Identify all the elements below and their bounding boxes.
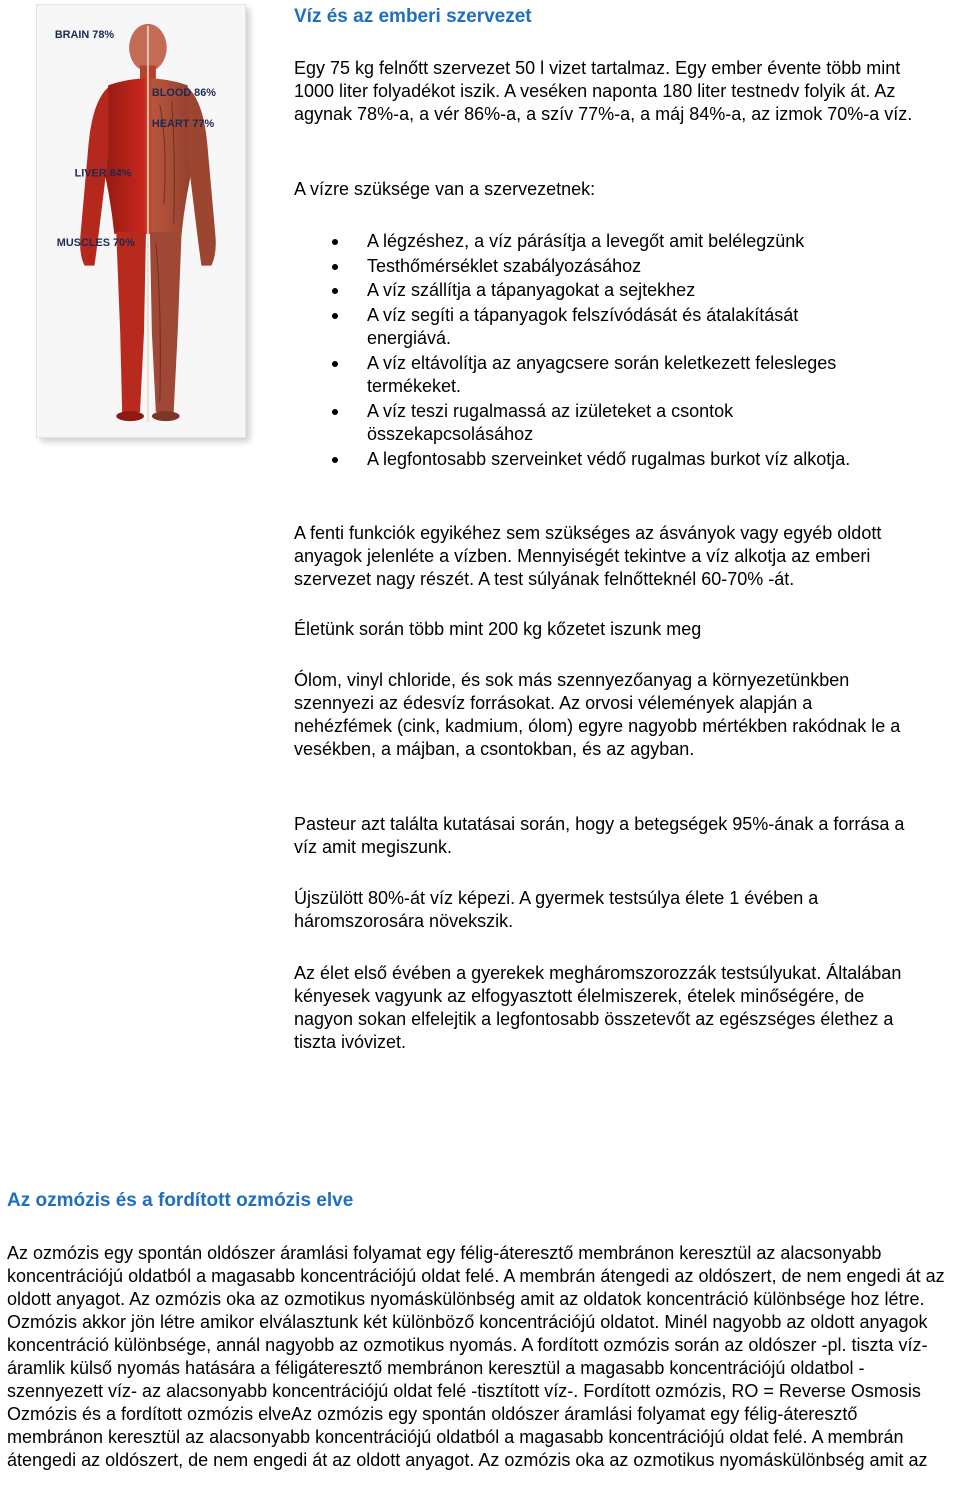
intro-paragraph: Egy 75 kg felnőtt szervezet 50 l vizet tartalmaz. Egy ember évente több mint 1000 liter folyadékot iszik. A veséken naponta 180 liter testnedv folyik át. Az agynak 78%-a, a vér 86%-a, a szív 77%-a, a máj 84%-a, az izmok 70%-a víz.	[294, 58, 913, 124]
needs-list	[294, 230, 874, 472]
blood-label: BLOOD 86%	[151, 87, 216, 100]
functions-paragraph: A fenti funkciók egyikéhez sem szükséges az ásványok vagy egyéb oldott anyagok jelenléte a vízben. Mennyiségét tekintve a víz alkotja az emberi szervezet nagy részét. A test súlyának felnőtteknél 60-70% -át.	[294, 523, 882, 589]
list-item: A legfontosabb szerveinket védő rugalmas burkot víz alkotja.	[294, 448, 874, 472]
muscles-label: MUSCLES 70%	[56, 236, 135, 249]
list-item: A víz segíti a tápanyagok felszívódását és átalakítását energiává.	[294, 304, 874, 351]
anatomy-illustration	[37, 5, 245, 437]
list-item: A víz szállítja a tápanyagokat a sejtekhez	[294, 279, 874, 303]
human-body-water-figure	[36, 4, 246, 438]
list-item: Testhőmérséklet szabályozásához	[294, 255, 874, 279]
list-item: A víz eltávolítja az anyagcsere során keletkezett felesleges termékeket.	[294, 352, 874, 399]
liver-label: LIVER 84%	[74, 167, 132, 180]
osmosis-paragraph: Az ozmózis egy spontán oldószer áramlási folyamat egy félig-áteresztő membránon keresztül az alacsonyabb koncentrációjú oldatból a magasabb koncentrációjú oldat felé. A membrán átengedi az oldószert, de nem engedi át az oldott anyagot. Az ozmózis oka az ozmotikus nyomáskülönbség amit az oldatok koncentráció különbsége hoz létre. Ozmózis akkor jön létre amikor elválasztunk két különböző koncentrációjú oldatot. Minél nagyobb az oldott anyagok koncentráció különbsége, annál nagyobb az ozmotikus nyomás. A fordított ozmózis során az oldószer -pl. tiszta víz- áramlik külső nyomás hatására a féligáteresztő membránon keresztül a magasabb koncentrációjú oldatbol -szennyezett víz- az alacsonyabb koncentrációjú oldat felé -tisztított víz-. Fordított ozmózis, RO = Reverse Osmosis Ozmózis és a fordított ozmózis elveAz ozmózis egy spontán oldószer áramlási folyamat egy félig-áteresztő membránon keresztül az alacsonyabb koncentrációjú oldatból a magasabb koncentrációjú oldat felé. A membrán átengedi az oldószert, de nem engedi át az oldott anyagot. Az ozmózis oka az ozmotikus nyomáskülönbség amit az	[7, 1243, 945, 1470]
body-silhouette	[80, 24, 216, 422]
heart-label: HEART 77%	[151, 117, 215, 130]
section-title-water: Víz és az emberi szervezet	[294, 6, 532, 27]
brain-label: BRAIN 78%	[54, 28, 115, 41]
pollution-paragraph: Ólom, vinyl chloride, és sok más szennyezőanyag a környezetünkben szennyezi az édesvíz forrásokat. Az orvosi vélemények alapján a nehézfémek (cink, kadmium, ólom) egyre nagyobb mértékben rakódnak le a vesékben, a májban, a csontokban, és az agyban.	[294, 670, 901, 759]
stones-paragraph: Életünk során több mint 200 kg kőzetet iszunk meg	[294, 619, 702, 639]
list-item: A légzéshez, a víz párásítja a levegőt amit belélegzünk	[294, 230, 874, 254]
needs-lead: A vízre szüksége van a szervezetnek:	[294, 179, 596, 199]
list-item: A víz teszi rugalmassá az izületeket a csontok összekapcsolásához	[294, 400, 874, 447]
section-title-osmosis: Az ozmózis és a fordított ozmózis elve	[7, 1190, 354, 1211]
first-year-paragraph: Az élet első évében a gyerekek megháromszorozzák testsúlyukat. Általában kényesek vagyunk az elfogyasztott élelmiszerek, ételek minőségére, de nagyon sokan elfelejtik a legfontosabb összetevőt az egészséges élethez a tiszta ivóvizet.	[294, 963, 902, 1052]
pasteur-paragraph: Pasteur azt találta kutatásai során, hogy a betegségek 95%-ának a forrása a víz amit megiszunk.	[294, 814, 905, 857]
newborn-paragraph: Újszülött 80%-át víz képezi. A gyermek testsúlya élete 1 évében a háromszorosára növekszik.	[294, 888, 819, 931]
